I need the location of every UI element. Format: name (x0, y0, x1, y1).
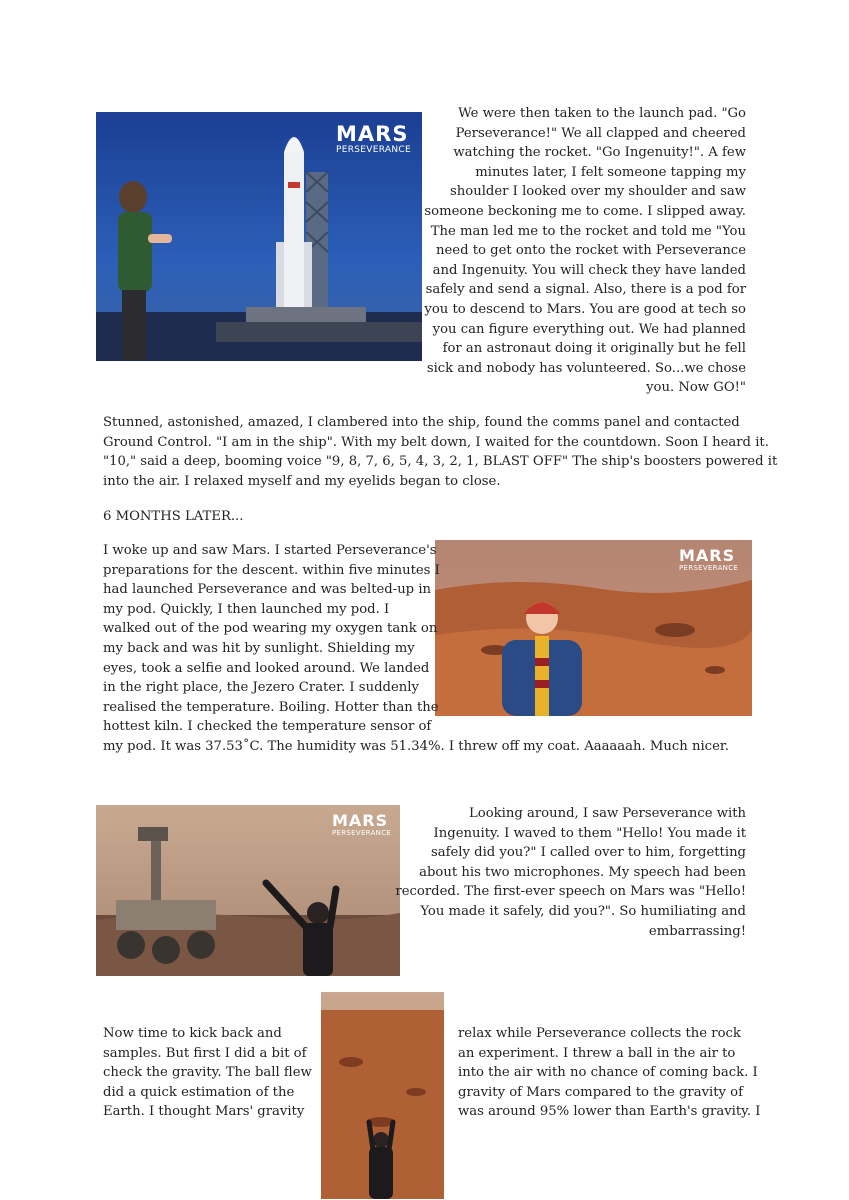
text-line: samples. But first I did a bit of (103, 1045, 307, 1061)
text-line: recorded. The first-ever speech on Mars was "Hello! (395, 884, 746, 900)
text-line: Stunned, astonished, amazed, I clambered into the ship, found the comms panel and contacted (103, 415, 740, 430)
text-line: Earth. I thought Mars' gravity (103, 1104, 305, 1120)
text-line: sick and nobody has volunteered. So...we chose (426, 360, 746, 376)
text-line: for an astronaut doing it originally but he fell (442, 341, 746, 357)
mars-perseverance-logo: MARS PERSEVERANCE (336, 122, 411, 155)
text-line: need to get onto the rocket with Perseverance (435, 243, 746, 259)
text-line: Looking around, I saw Perseverance with (469, 806, 746, 821)
text-line: was around 95% lower than Earth's gravity. I (458, 1104, 761, 1120)
text-line: my pod. It was 37.53˚C. The humidity was 51.34%. I threw off my coat. Aaaaaah. Much nicer. (103, 738, 729, 754)
text-line: my back and was hit by sunlight. Shielding my (103, 640, 415, 656)
text-line: you can figure everything out. We had planned (432, 321, 746, 337)
text-line: Ground Control. "I am in the ship". With my belt down, I waited for the countdown. Soon I heard it. (103, 434, 769, 450)
text-line: an experiment. I threw a ball in the air to (458, 1045, 736, 1061)
mars-perseverance-logo: MARS PERSEVERANCE (679, 546, 739, 572)
text-line: you to descend to Mars. You are good at tech so (424, 301, 746, 317)
text-line: did a quick estimation of the (103, 1084, 295, 1100)
text-line: someone beckoning me to come. I slipped away. (424, 203, 746, 219)
launch-pad-paragraph (424, 104, 746, 398)
text-line: You made it safely, did you?". So humiliating and (420, 903, 746, 919)
blast-off-paragraph (103, 413, 777, 491)
text-line: embarrassing! (648, 923, 746, 939)
text-line: Ingenuity. I waved to them "Hello! You made it (433, 825, 746, 841)
text-line: into the air. I relaxed myself and my eyelids began to close. (103, 473, 501, 489)
text-line: shoulder I looked over my shoulder and saw (450, 184, 746, 200)
text-line: We were then taken to the launch pad. "Go (458, 106, 746, 121)
text-line: had launched Perseverance and was belted-up in (103, 582, 432, 598)
rover-wave-photo (96, 805, 400, 976)
mars-perseverance-logo: MARS PERSEVERANCE (332, 811, 392, 837)
gravity-paragraph-left (103, 1024, 312, 1122)
text-line: eyes, took a selfie and looked around. We landed (103, 660, 430, 676)
text-line: The man led me to the rocket and told me "You (430, 223, 746, 239)
text-line: relax while Perseverance collects the rock (458, 1026, 741, 1041)
text-line: Perseverance!" We all clapped and cheered (455, 125, 746, 141)
text-line: safely and send a signal. Also, there is a pod for (425, 282, 746, 298)
rocket-launch-photo (96, 112, 422, 361)
text-line: hottest kiln. I checked the temperature sensor of (103, 719, 432, 735)
gravity-paragraph-right (458, 1024, 760, 1122)
text-line: check the gravity. The ball flew (103, 1065, 312, 1081)
text-line: into the air with no chance of coming back. I (458, 1065, 758, 1081)
text-line: you. Now GO!" (646, 380, 746, 396)
text-line: preparations for the descent. within five minutes I (103, 562, 440, 578)
text-line: realised the temperature. Boiling. Hotter than the (103, 699, 439, 715)
ball-throw-illustration (321, 992, 444, 1199)
rover-paragraph (395, 804, 746, 941)
text-line: gravity of Mars compared to the gravity of (458, 1084, 743, 1100)
text-line: and Ingenuity. You will check they have landed (432, 262, 746, 278)
text-line: walked out of the pod wearing my oxygen tank on (103, 621, 438, 637)
text-line: watching the rocket. "Go Ingenuity!". A few (453, 145, 746, 161)
text-line: about his two microphones. My speech had been (419, 864, 746, 880)
landing-paragraph (103, 541, 729, 757)
text-line: my pod. Quickly, I then launched my pod. I (103, 601, 390, 617)
ball-throw-photo (321, 992, 444, 1199)
text-line: minutes later, I felt someone tapping my (475, 164, 746, 180)
text-line: "10," said a deep, booming voice "9, 8, 7, 6, 5, 4, 3, 2, 1, BLAST OFF" The ship's boosters powered it (103, 454, 778, 470)
text-line: in the right place, the Jezero Crater. I suddenly (103, 680, 419, 696)
text-line: Now time to kick back and (103, 1026, 282, 1041)
text-line: I woke up and saw Mars. I started Perseverance's (103, 543, 437, 558)
months-later-heading: 6 MONTHS LATER... (103, 509, 244, 524)
text-line: safely did you?" I called over to him, forgetting (430, 845, 746, 861)
